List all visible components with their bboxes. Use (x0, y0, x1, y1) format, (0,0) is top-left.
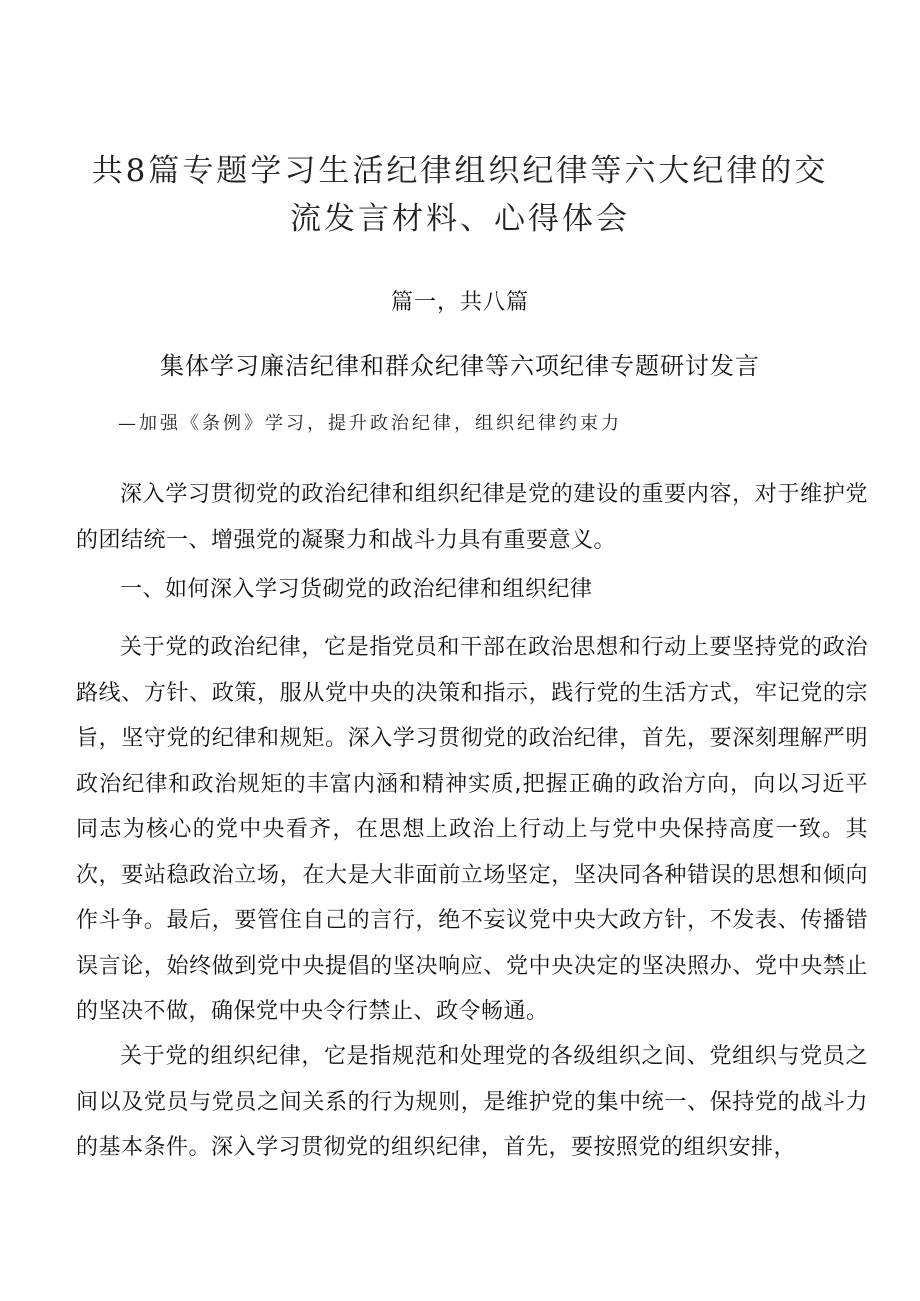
document-title-line-2: 流发言材料、心得体会 (290, 200, 630, 237)
article-title: 集体学习廉洁纪律和群众纪律等六项纪律专题研讨发言 (160, 352, 760, 380)
section-heading: 篇一，共八篇 (390, 290, 529, 315)
body-paragraph-intro: 深入学习贯彻党的政治纪律和组织纪律是党的建设的重要内容，对于维护党的团结统一、增强党的凝聚力和战斗力具有重要意义。 (76, 482, 868, 553)
article-subtitle: —加强《条例》学习，提升政治纪律，组织纪律约束力 (118, 413, 622, 434)
document-title-line-1: 共8篇专题学习生活纪律组织纪律等六大纪律的交 (91, 152, 829, 189)
body-paragraph-organizational-discipline: 关于党的组织纪律，它是指规范和处理党的各级组织之间、党组织与党员之间以及党员与党员之间关系的行为规则，是维护党的集中统一、保持党的战斗力的基本条件。深入学习贯彻党的组织纪律，首先，要按照党的组织安排， (76, 1044, 868, 1160)
body-paragraph-political-discipline: 关于党的政治纪律，它是指党员和干部在政治思想和行动上要坚持党的政治路线、方针、政策，服从党中央的决策和指示，践行党的生活方式，牢记党的宗旨，坚守党的纪律和规矩。深入学习贯彻党的政治纪律，首先，要深刻理解严明政治纪律和政治规矩的丰富内涵和精神实质,把握正确的政治方向，向以习近平同志为核心的党中央看齐，在思想上政治上行动上与党中央保持高度一致。其次，要站稳政治立场，在大是大非面前立场坚定，坚决同各种错误的思想和倾向作斗争。最后，要管住自己的言行，绝不妄议党中央大政方针，不发表、传播错误言论，始终做到党中央提倡的坚决响应、党中央决定的坚决照办、党中央禁止的坚决不做，确保党中央令行禁止、政令畅通。 (76, 635, 868, 1024)
document-title (80, 147, 840, 243)
section-heading-1: 一、如何深入学习货砌党的政治纪律和组织纪律 (120, 577, 593, 602)
